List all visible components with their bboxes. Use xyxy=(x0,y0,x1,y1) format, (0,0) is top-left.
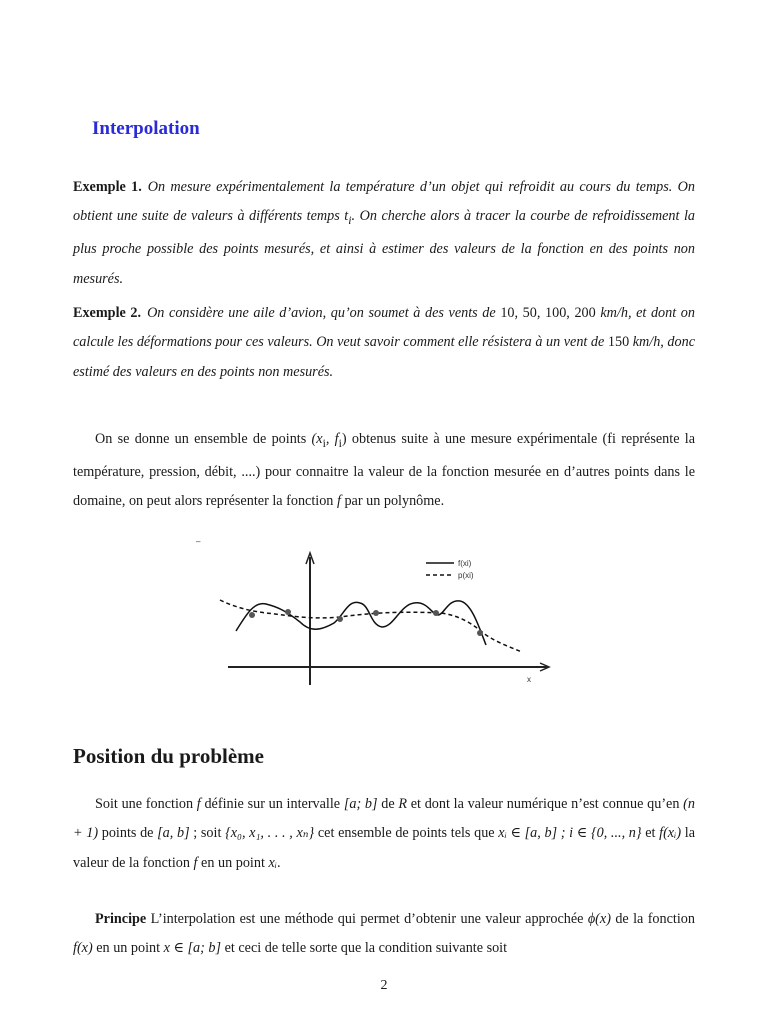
prob-text-8: et xyxy=(641,825,660,842)
example-1 xyxy=(73,173,695,294)
prob-n-plus-1: (n + 1) xyxy=(73,796,695,842)
section-title: Position du problème xyxy=(73,744,264,768)
legend-p-xi: p(xi) xyxy=(458,571,474,580)
figure-corner-mark: – xyxy=(196,537,201,546)
intro-text-b: obtenus suite à une mesure expérimentale (fi représente la température, pression, débit, ....) pour connaitre la valeur de la fonction mesurée en d’autres points dans le domaine, on peut alors représenter la fonction xyxy=(73,431,695,510)
example-2 xyxy=(73,299,695,387)
principe-fx: f(x) xyxy=(73,940,93,957)
example-2-speeds: 10, 50, 100, 200 xyxy=(500,305,596,321)
example-1-ti: t xyxy=(344,208,349,225)
intro-text-a: On se donne un ensemble de points xyxy=(95,431,312,447)
prob-interval-2: [a, b] xyxy=(157,825,190,842)
prob-text-10: en un point xyxy=(197,854,269,871)
intro-pair-mid: , f xyxy=(325,431,339,447)
example-2-text-c: km/h, donc estimé des valeurs en des points non mesurés. xyxy=(73,334,695,380)
data-point-2 xyxy=(285,609,291,615)
example-1-label: Exemple 1. xyxy=(73,179,142,195)
example-1-ti-sub: i xyxy=(348,213,352,228)
prob-text-3: de xyxy=(377,796,399,812)
legend-f-xi: f(xi) xyxy=(458,559,472,568)
prob-xi: xᵢ xyxy=(268,854,277,871)
principe-phi: ϕ(x) xyxy=(587,911,611,927)
data-point-1 xyxy=(249,612,255,618)
example-1-text-a: On mesure expérimentalement la température d’un objet qui refroidit au cours du temps. On obtient une suite de valeurs à différents temps xyxy=(73,179,695,225)
intro-pair-sub-j: i xyxy=(338,435,342,450)
prob-text-9: la valeur de la fonction xyxy=(73,825,695,871)
prob-f: f xyxy=(196,796,201,812)
prob-interval-1: [a; b] xyxy=(343,796,378,812)
example-1-text-b: . On cherche alors à tracer la courbe de refroidissement la plus proche possible des points mesurés, et ainsi à estimer des valeurs de la fonction en des points non mesurés. xyxy=(73,208,695,287)
page-number: 2 xyxy=(380,978,388,993)
interpolation-figure xyxy=(190,535,560,690)
prob-text-1: Soit une fonction xyxy=(95,796,197,812)
heading-interpolation: Interpolation xyxy=(92,118,200,139)
example-2-speed: 150 xyxy=(607,334,630,351)
p-xi-curve xyxy=(220,600,522,652)
f-xi-curve xyxy=(236,601,486,645)
data-point-5 xyxy=(433,610,439,616)
intro-paragraph xyxy=(73,425,695,517)
data-point-4 xyxy=(373,610,379,616)
intro-pair-close: ) xyxy=(341,431,347,447)
prob-set: {x₀, x₁, . . . , xₙ} xyxy=(225,825,315,842)
data-point-3 xyxy=(337,616,343,622)
prob-text-5: points de xyxy=(98,825,158,842)
principe-text-4: et ceci de telle sorte que la condition suivante soit xyxy=(221,940,508,957)
example-2-label: Exemple 2. xyxy=(73,305,142,321)
prob-text-6: ; soit xyxy=(189,825,226,842)
principe-text-2: de la fonction xyxy=(610,911,695,927)
prob-R: R xyxy=(398,796,408,812)
prob-text-11: . xyxy=(276,854,281,871)
prob-f-xi: f(xᵢ) xyxy=(659,825,682,842)
prob-text-7: cet ensemble de points tels que xyxy=(314,825,499,842)
principe-label: Principe xyxy=(95,911,147,927)
x-axis-label: x xyxy=(527,675,531,684)
principe-paragraph xyxy=(73,905,695,964)
example-2-text-b: km/h, et dont on calcule les déformations pour ces valeurs. On veut savoir comment elle résistera à un vent de xyxy=(73,305,695,351)
prob-f-2: f xyxy=(193,854,198,871)
prob-text-2: définie sur un intervalle xyxy=(200,796,344,812)
intro-pair-open: (x xyxy=(311,431,323,447)
prob-text-4: et dont la valeur numérique n’est connue qu’en xyxy=(407,796,684,812)
data-point-6 xyxy=(477,630,483,636)
principe-x: x ∈ [a; b] xyxy=(163,940,222,957)
problem-paragraph xyxy=(73,790,695,878)
example-2-text-a: On considère une aile d’avion, qu’on soumet à des vents de xyxy=(147,305,501,321)
intro-text-c: par un polynôme. xyxy=(340,493,445,510)
principe-text-3: en un point xyxy=(92,940,164,957)
intro-pair-sub-i: i xyxy=(322,435,326,450)
intro-f: f xyxy=(336,493,341,510)
prob-condition: xᵢ ∈ [a, b] ; i ∈ {0, ..., n} xyxy=(498,825,642,842)
principe-text-1: L’interpolation est une méthode qui permet d’obtenir une valeur approchée xyxy=(146,911,588,927)
